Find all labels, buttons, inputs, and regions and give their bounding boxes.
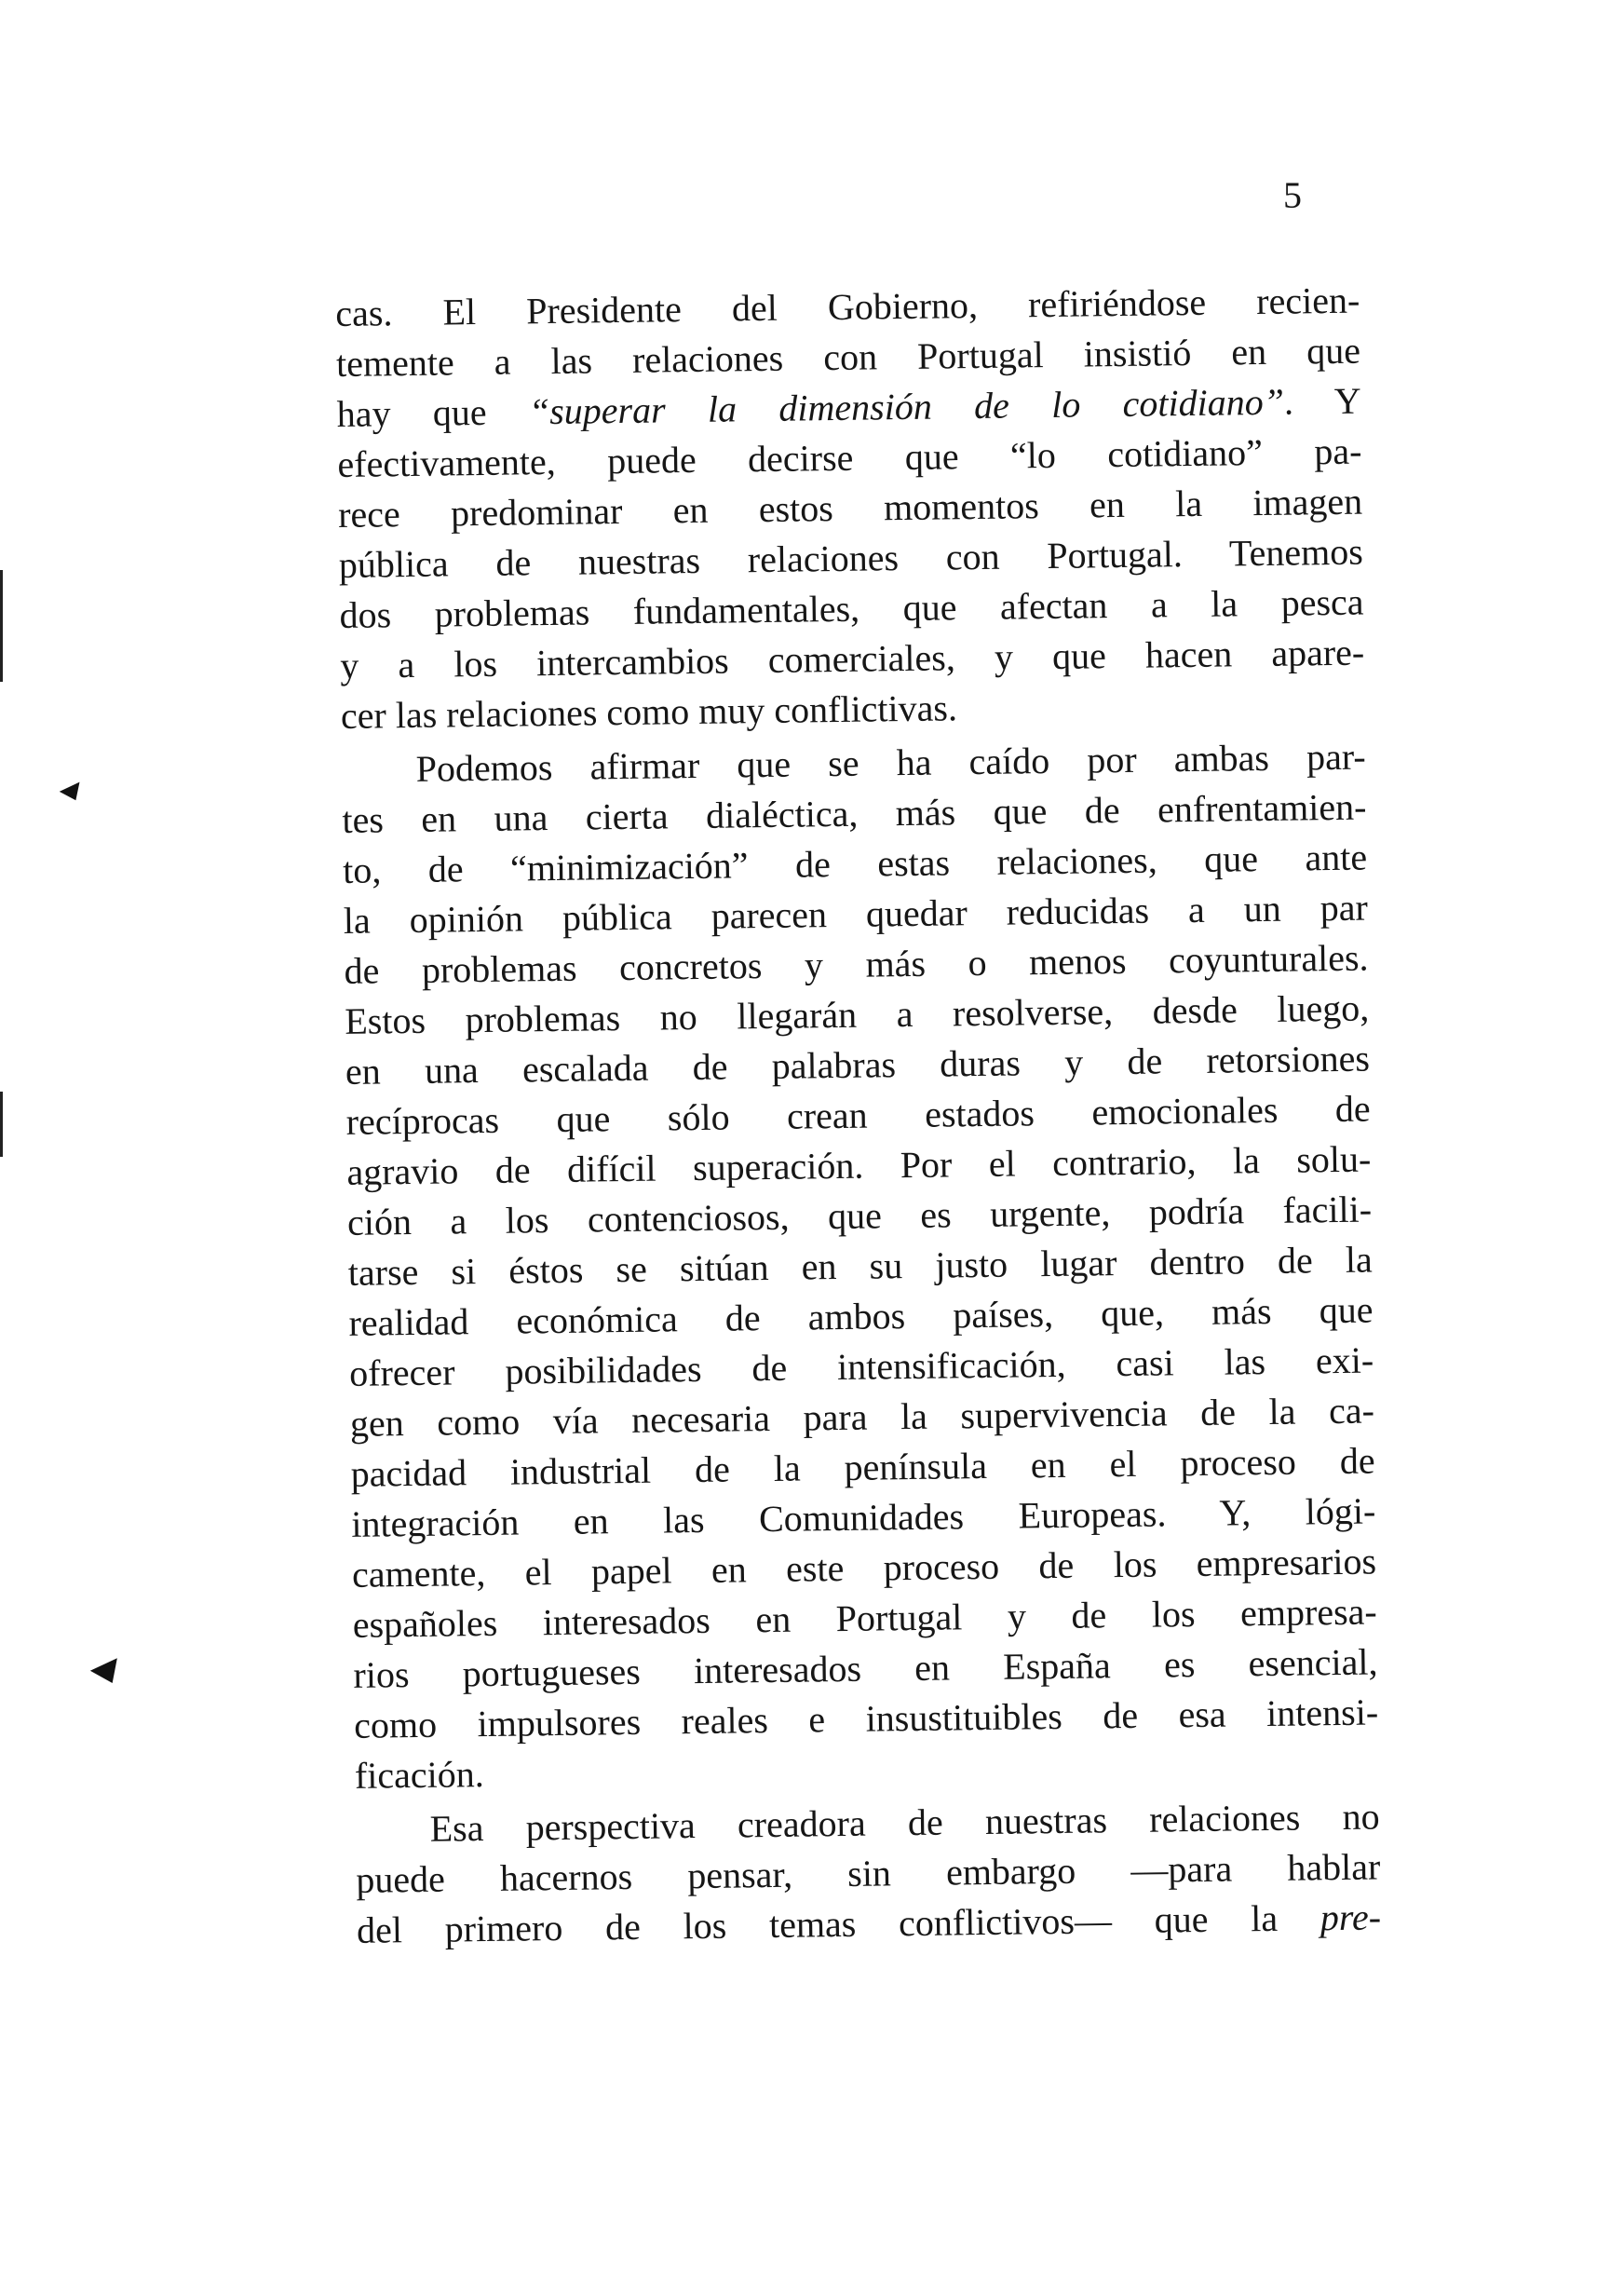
text-line: y a los intercambios comerciales, y que hacen apare- xyxy=(340,631,1365,686)
text-line: Estos problemas no llegarán a resolverse, desde luego, xyxy=(345,986,1370,1042)
scan-edge-mark xyxy=(0,1092,3,1157)
text-line: to, de “minimización” de estas relaciones, que ante xyxy=(342,835,1368,891)
text-line: integración en las Comunidades Europeas. Y, lógi- xyxy=(351,1489,1376,1545)
text-line: recíprocas que sólo crean estados emocionales de xyxy=(345,1087,1371,1143)
paragraph xyxy=(335,276,1365,741)
text-run: . Y xyxy=(1283,379,1361,423)
paragraph xyxy=(341,732,1379,1801)
text-line: rece predominar en estos momentos en la imagen xyxy=(337,480,1363,536)
text-line: Podemos afirmar que se ha caído por ambas par- xyxy=(415,735,1366,790)
text-line: como impulsores reales e insustituibles de esa intensi- xyxy=(353,1691,1379,1746)
text-line: pacidad industrial de la península en el proceso de xyxy=(350,1439,1375,1495)
text-line: españoles interesados en Portugal y de los empresa- xyxy=(352,1590,1377,1646)
page-number: 5 xyxy=(1283,174,1302,216)
text-line: ofrecer posibilidades de intensificación, casi las exi- xyxy=(348,1338,1374,1394)
text-line: ficación. xyxy=(354,1753,484,1797)
paragraph xyxy=(355,1791,1381,1955)
margin-arrow-icon xyxy=(60,782,87,806)
text-line: cas. El Presidente del Gobierno, refiriéndose recien- xyxy=(335,278,1360,334)
text-line: agravio de difícil superación. Por el contrario, la solu- xyxy=(346,1137,1372,1193)
text-line: temente a las relaciones con Portugal insistió en que xyxy=(335,329,1361,385)
text-line: la opinión pública parecen quedar reducidas a un par xyxy=(343,886,1369,942)
text-line: ción a los contenciosos, que es urgente, podría facili- xyxy=(346,1188,1373,1243)
text-line: gen como vía necesaria para la supervivencia de la ca- xyxy=(349,1389,1375,1445)
quoted-phrase: “superar la dimensión de lo cotidiano” xyxy=(528,380,1285,433)
scan-edge-mark xyxy=(0,570,3,682)
text-line: en una escalada de palabras duras y de retorsiones xyxy=(345,1037,1371,1093)
text-run: del primero de los temas conflictivos— que la xyxy=(356,1896,1321,1951)
text-line: tes en una cierta dialéctica, más que de enfrentamien- xyxy=(342,785,1367,841)
text-line: Esa perspectiva creadora de nuestras relaciones no xyxy=(429,1795,1380,1850)
text-line: de problemas concretos y más o menos coyunturales. xyxy=(344,936,1369,992)
text-line: realidad económica de ambos países, que, más que xyxy=(348,1288,1374,1344)
margin-arrow-icon xyxy=(90,1658,126,1689)
text-line: camente, el papel en este proceso de los empresarios xyxy=(351,1540,1377,1596)
text-run: hay que xyxy=(336,390,530,435)
text-line: puede hacernos pensar, sin embargo —para hablar xyxy=(356,1845,1381,1901)
body-text xyxy=(335,276,1381,1956)
text-line: rios portugueses interesados en España es esencial, xyxy=(353,1640,1378,1696)
italic-word: pre- xyxy=(1320,1895,1382,1939)
text-line: tarse si éstos se sitúan en su justo lugar dentro de la xyxy=(347,1238,1374,1294)
text-line: cer las relaciones como muy conflictivas. xyxy=(340,686,958,737)
text-line: efectivamente, puede decirse que “lo cotidiano” pa- xyxy=(337,429,1362,485)
text-line: dos problemas fundamentales, que afectan a la pesca xyxy=(339,580,1364,636)
text-line: pública de nuestras relaciones con Portugal. Tenemos xyxy=(338,530,1364,586)
